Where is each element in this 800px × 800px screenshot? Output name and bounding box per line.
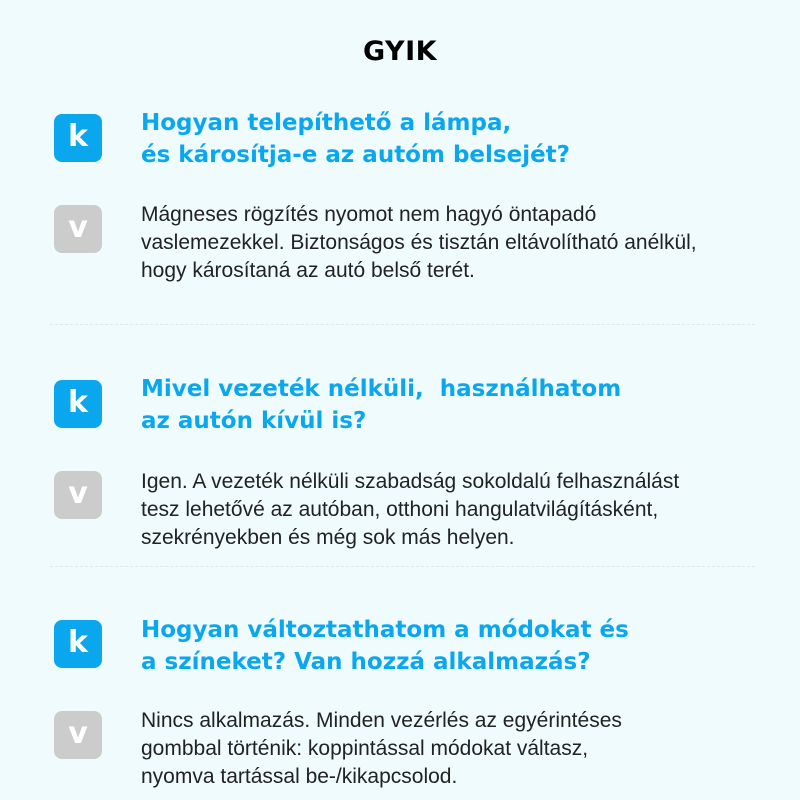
answer-badge: v bbox=[54, 205, 102, 253]
answer-badge: v bbox=[54, 471, 102, 519]
answer-line: Mágneses rögzítés nyomot nem hagyó öntapadó bbox=[141, 203, 597, 226]
question-line: Hogyan telepíthető a lámpa, bbox=[141, 110, 512, 136]
question-line: az autón kívül is? bbox=[141, 408, 367, 434]
question-badge: k bbox=[54, 114, 102, 162]
answer-line: Igen. A vezeték nélküli szabadság sokoldalú felhasználást bbox=[141, 470, 680, 493]
divider bbox=[50, 324, 755, 325]
divider bbox=[50, 566, 755, 567]
question-line: a színeket? Van hozzá alkalmazás? bbox=[141, 649, 591, 675]
answer-line: gombbal történik: koppintással módokat váltasz, bbox=[141, 737, 589, 760]
answer-line: szekrényekben és még sok más helyen. bbox=[141, 526, 515, 549]
answer-text bbox=[141, 707, 781, 791]
answer-line: vaslemezekkel. Biztonságos és tisztán eltávolítható anélkül, bbox=[141, 231, 697, 254]
question-text bbox=[141, 107, 781, 171]
answer-line: nyomva tartással be-/kikapcsolod. bbox=[141, 765, 458, 788]
question-badge: k bbox=[54, 380, 102, 428]
question-badge: k bbox=[54, 620, 102, 668]
question-line: Mivel vezeték nélküli, használhatom bbox=[141, 376, 622, 402]
page-title: GYIK bbox=[362, 36, 438, 67]
answer-line: tesz lehetővé az autóban, otthoni hangulatvilágításként, bbox=[141, 498, 659, 521]
answer-text bbox=[141, 201, 781, 285]
answer-text bbox=[141, 468, 781, 552]
question-line: és károsítja-e az autóm belsejét? bbox=[141, 142, 571, 168]
question-text bbox=[141, 614, 781, 678]
question-line: Hogyan változtathatom a módokat és bbox=[141, 617, 629, 643]
answer-badge: v bbox=[54, 711, 102, 759]
answer-line: hogy károsítaná az autó belső terét. bbox=[141, 259, 475, 282]
question-text bbox=[141, 373, 781, 437]
answer-line: Nincs alkalmazás. Minden vezérlés az egyérintéses bbox=[141, 709, 622, 732]
